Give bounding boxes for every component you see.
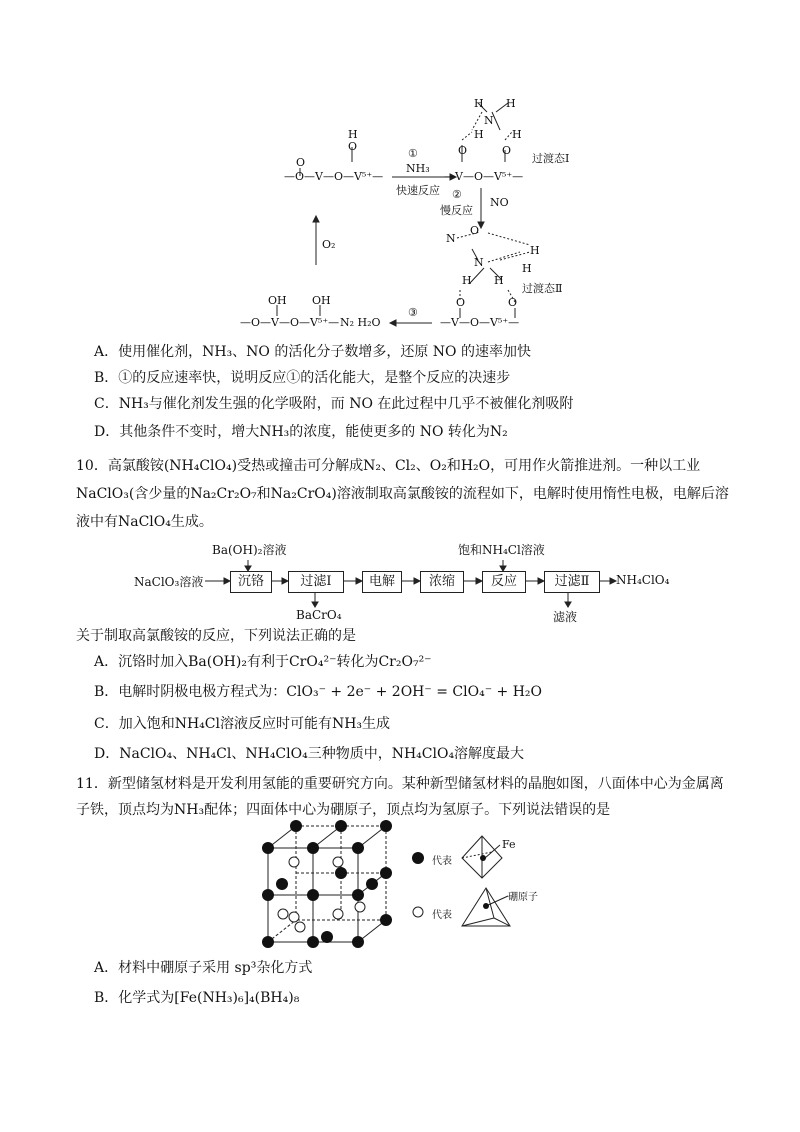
flow-output: NH₄ClO₄ bbox=[616, 573, 670, 587]
flow-step-chromium-precipitation: 沉铬 bbox=[230, 571, 272, 593]
ts2-n-top: N bbox=[446, 232, 456, 245]
ts1-h-top-right: H bbox=[506, 97, 516, 110]
q11-stem-line1: 11．新型储氢材料是开发利用氢能的重要研究方向。某种新型储氢材料的晶胞如图，八面体中心为金属离 bbox=[76, 776, 724, 792]
ts1-h-left: H bbox=[474, 128, 484, 141]
ts1-h-top-left: H bbox=[474, 97, 484, 110]
q11-stem-line2: 子铁，顶点均为NH₃配体；四面体中心为硼原子，顶点均为氢原子。下列说法错误的是 bbox=[76, 802, 611, 818]
step2-number: ② bbox=[452, 188, 462, 201]
q10-stem-line3: 液中有NaClO₄生成。 bbox=[76, 514, 213, 530]
flow-step-concentration: 浓缩 bbox=[420, 571, 464, 593]
step1-number: ① bbox=[408, 147, 418, 160]
ts2-label: 过渡态Ⅱ bbox=[522, 282, 563, 295]
step2-reagent: NO bbox=[490, 196, 509, 209]
step2-label: 慢反应 bbox=[440, 204, 473, 217]
ts1-chain: —V—O—V⁵⁺— bbox=[444, 170, 524, 183]
q11-option-a: A．材料中硼原子采用 sp³杂化方式 bbox=[94, 960, 313, 976]
q11-option-b: B．化学式为[Fe(NH₃)₆]₄(BH₄)₈ bbox=[94, 990, 300, 1006]
ts2-o-left: O bbox=[456, 296, 466, 309]
q10-option-c: C．加入饱和NH₄Cl溶液反应时可能有NH₃生成 bbox=[94, 716, 391, 732]
q10-question: 关于制取高氯酸铵的反应，下列说法正确的是 bbox=[76, 628, 356, 644]
ts2-chain: —V—O—V⁵⁺— bbox=[440, 316, 520, 329]
step1-reagent: NH₃ bbox=[406, 162, 430, 175]
flow-step-reaction: 反应 bbox=[482, 571, 526, 593]
q10-stem-line2: NaClO₃(含少量的Na₂Cr₂O₇和Na₂CrO₄)溶液制取高氯酸铵的流程如下，电解时使用惰性电极，电解后溶 bbox=[76, 486, 729, 502]
ts1-o-right: O bbox=[502, 144, 512, 157]
flow-add-nh4cl: 饱和NH₄Cl溶液 bbox=[458, 543, 545, 557]
start-species-o-left: O bbox=[296, 156, 306, 169]
product-oh-right: OH bbox=[312, 294, 331, 307]
flow-step-filtration-2: 过滤Ⅱ bbox=[544, 571, 600, 593]
q10-stem-line1: 10．高氯酸铵(NH₄ClO₄)受热或撞击可分解成N₂、Cl₂、O₂和H₂O，可用作火箭推进剂。一种以工业 bbox=[76, 458, 701, 474]
start-species-o: O bbox=[348, 140, 358, 153]
flow-step-filtration-1: 过滤Ⅰ bbox=[288, 571, 344, 593]
start-species-ho: H bbox=[348, 128, 358, 141]
q10-option-d: D．NaClO₄、NH₄Cl、NH₄ClO₄三种物质中，NH₄ClO₄溶解度最大 bbox=[94, 746, 525, 762]
ts1-label: 过渡态Ⅰ bbox=[532, 152, 570, 165]
q9-option-c: C．NH₃与催化剂发生强的化学吸附，而 NO 在此过程中几乎不被催化剂吸附 bbox=[94, 396, 574, 412]
ts2-h-right: H bbox=[494, 274, 504, 287]
ts1-h-right: H bbox=[512, 128, 522, 141]
o2-label: O₂ bbox=[322, 238, 336, 251]
flow-byproduct-bacro4: BaCrO₄ bbox=[296, 608, 342, 622]
ts1-o-left: O bbox=[458, 144, 468, 157]
ts2-h-top: H bbox=[530, 244, 540, 257]
q9-option-a: A．使用催化剂，NH₃、NO 的活化分子数增多，还原 NO 的速率加快 bbox=[94, 344, 531, 360]
products-label: N₂ H₂O bbox=[340, 316, 381, 329]
ts2-o-top: O bbox=[470, 224, 480, 237]
start-species-chain: —O—V—O—V⁵⁺— bbox=[284, 170, 384, 183]
flow-add-baoh2: Ba(OH)₂溶液 bbox=[212, 543, 287, 557]
legend-boron-label: 硼原子 bbox=[508, 892, 538, 903]
step3-number: ③ bbox=[408, 306, 418, 319]
legend-represents-filled: 代表 bbox=[432, 856, 452, 867]
product-chain: —O—V—O—V⁵⁺— bbox=[240, 316, 340, 329]
legend-represents-hollow: 代表 bbox=[432, 910, 452, 921]
ts2-h-left: H bbox=[462, 274, 472, 287]
ts1-n: N bbox=[484, 114, 494, 127]
ts2-h-mid: H bbox=[522, 262, 532, 275]
legend-fe-label: Fe bbox=[502, 838, 516, 851]
q9-option-d: D．其他条件不变时，增大NH₃的浓度，能使更多的 NO 转化为N₂ bbox=[94, 424, 508, 440]
ts2-o-right: O bbox=[508, 296, 518, 309]
flow-byproduct-filtrate: 滤液 bbox=[553, 610, 578, 624]
q10-option-b: B．电解时阴极电极方程式为：ClO₃⁻ + 2e⁻ + 2OH⁻ = ClO₄⁻ + H₂O bbox=[94, 684, 543, 700]
q10-option-a: A．沉铬时加入Ba(OH)₂有利于CrO₄²⁻转化为Cr₂O₇²⁻ bbox=[94, 654, 432, 670]
ts2-n-mid: N bbox=[474, 256, 484, 269]
step1-label: 快速反应 bbox=[396, 184, 440, 197]
flow-step-electrolysis: 电解 bbox=[362, 571, 402, 593]
product-oh-left: OH bbox=[268, 294, 287, 307]
flow-input: NaClO₃溶液 bbox=[134, 575, 204, 589]
q9-option-b: B．①的反应速率快，说明反应①的活化能大，是整个反应的决速步 bbox=[94, 370, 511, 386]
